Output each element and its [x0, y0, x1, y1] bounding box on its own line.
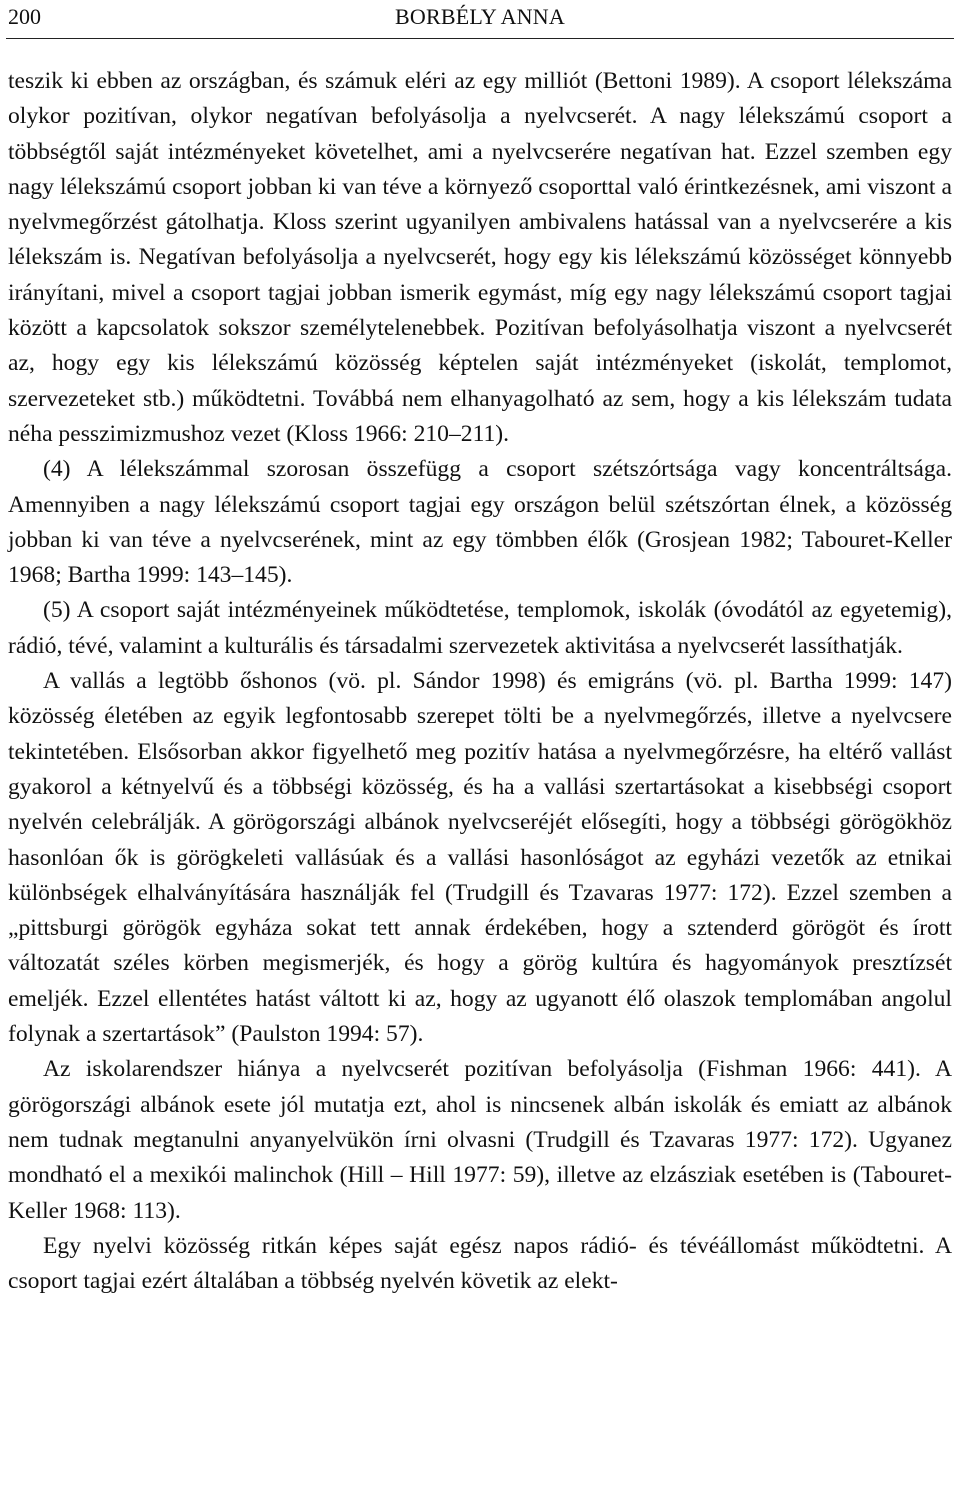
paragraph-5: (5) A csoport saját intézményeinek működtetése, templomok, iskolák (óvodától az egyetemig), rádió, tévé, valamint a kulturális és társadalmi szervezetek aktivitása a nyelvcserét lassíthatják. [8, 597, 952, 659]
page-header [8, 4, 952, 30]
paragraph-4: (4) A lélekszámmal szorosan összefügg a csoport szétszórtsága vagy koncentráltsága. Amennyiben a nagy lélekszámú csoport tagjai egy országon belül szétszórtan élnek, a közösség jobban ki van téve a nyelvcserének, mint az egy tömbben élők (Grosjean 1982; Tabouret-Keller 1968; Bartha 1999: 143–145). [8, 456, 952, 589]
running-title: BORBÉLY ANNA [395, 4, 565, 29]
header-divider [6, 38, 954, 39]
paragraph-continued: teszik ki ebben az országban, és számuk eléri az egy milliót (Bettoni 1989). A csoport lélekszáma olykor pozitívan, olykor negatívan befolyásolja a nyelvcserét. A nagy lélekszámú csoport a többségtől saját intézményeket követelhet, ami a nyelvcserére negatívan hat. Ezzel szemben egy nagy lélekszámú csoport jobban ki van téve a környező csoporttal való érintkezésnek, ami viszont a nyelvmegőrzést gátolhatja. Kloss szerint ugyanilyen ambivalens hatással van a nyelvcserére a kis lélekszám is. Negatívan befolyásolja a nyelvcserét, hogy egy kis lélekszámú közösséget könnyebb irányítani, mivel a csoport tagjai jobban ismerik egymást, míg egy nagy lélekszámú csoport tagjai között a kapcsolatok sokszor személytelenebbek. Pozitívan befolyásolhatja viszont a nyelvcserét az, hogy egy kis lélekszámú közösség képtelen saját intézményeket (iskolát, templomot, szervezeteket stb.) működtetni. Továbbá nem elhanyagolható az sem, hogy a kis lélekszám tudata néha pesszimizmushoz vezet (Kloss 1966: 210–211). [8, 68, 952, 447]
paragraph-media: Egy nyelvi közösség ritkán képes saját egész napos rádió- és tévéállomást működtetni. A csoport tagjai ezért általában a többség nyelvén követik az elekt- [8, 1232, 952, 1295]
paragraph-religion: A vallás a legtöbb őshonos (vö. pl. Sándor 1998) és emigráns (vö. pl. Bartha 1999: 147) közösség életében az egyik legfontosabb szerepet tölti be a nyelvmegőrzés, illetve a nyelvcsere tekintetében. Elsősorban akkor figyelhető meg pozitív hatása a nyelvmegőrzésre, ha eltérő vallást gyakorol a kétnyelvű és a többségi közösség, és ha a vallási szertartásokat a kisebbségi csoport nyelvén celebrálják. A görögországi albánok nyelvcseréjét elősegíti, hogy a többségi görögökhöz hasonlóan ők is görögkeleti vallásúak és a vallási hasonlóságot az egyházi vezetők az etnikai különbségek elhalványítására használják fel (Trudgill és Tzavaras 1977: 172). Ezzel szemben a „pittsburgi görögök egyháza sokat tett annak érdekében, hogy a sztenderd görögöt és írott változatát széles körben megismerjék, és hogy a görög kultúra és hagyományok presztízsét emeljék. Ezzel ellentétes hatást váltott ki az, hogy az ugyanott élő olaszok templomában angolul folynak a szertartások” (Paulston 1994: 57). [8, 668, 952, 1048]
body-text [8, 64, 952, 1299]
page-number: 200 [8, 4, 41, 29]
paragraph-school-system: Az iskolarendszer hiánya a nyelvcserét pozitívan befolyásolja (Fishman 1966: 441). A görögországi albánok esete jól mutatja ezt, ahol is nincsenek albán iskolák és emiatt az albánok nem tudnak megtanulni anyanyelvükön írni olvasni (Trudgill és Tzavaras 1977: 172). Ugyanez mondható el a mexikói malinchok (Hill – Hill 1977: 59), illetve az elzásziak esetében is (Tabouret-Keller 1968: 113). [8, 1056, 952, 1224]
